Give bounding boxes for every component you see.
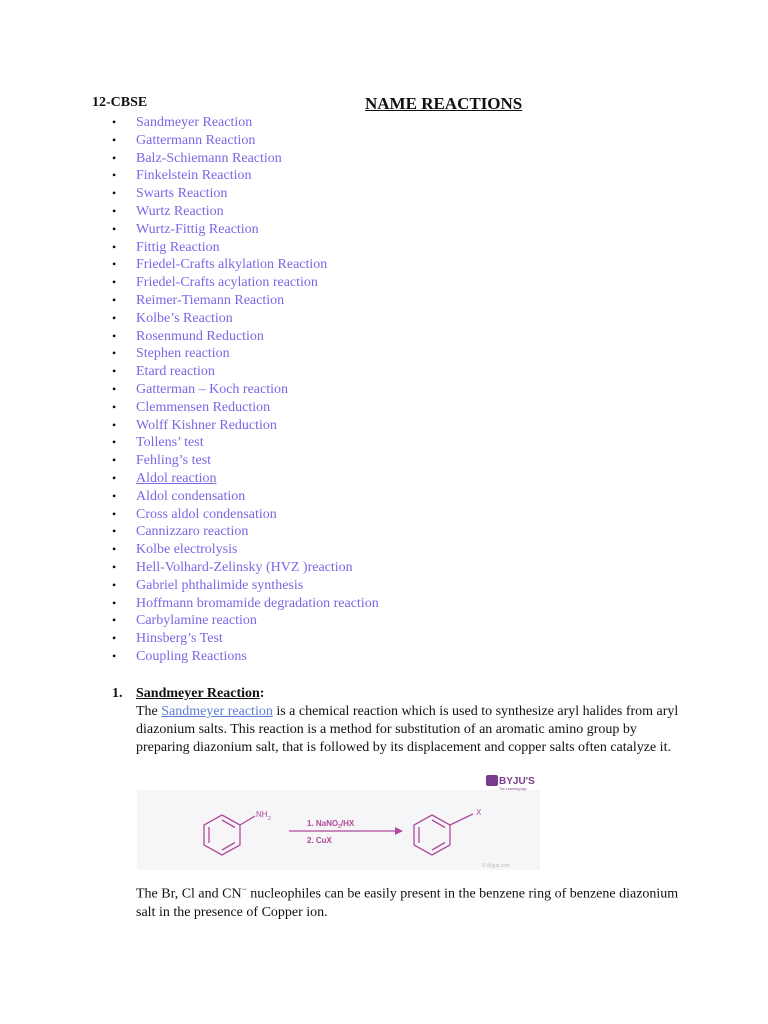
toc-item xyxy=(112,132,379,150)
toc-link[interactable]: Sandmeyer Reaction xyxy=(136,115,253,130)
toc-link[interactable]: Aldol condensation xyxy=(136,488,246,504)
toc-item xyxy=(112,523,379,541)
para-rest: is a chemical reaction which is used to synthesize aryl halides from aryl diazonium salts. This reaction is a method for substitution of an aromatic amino group by preparing diazonium salt, that is followed by its displacement and copper salts often catalyze it. xyxy=(136,704,679,755)
toc-item xyxy=(112,345,379,363)
toc-link[interactable]: Gabriel phthalimide synthesis xyxy=(136,577,304,593)
toc-item xyxy=(112,185,379,203)
grade-label: 12-CBSE xyxy=(92,95,148,110)
para2-start: The Br, Cl and CN xyxy=(136,886,242,902)
toc-item xyxy=(112,452,379,470)
toc-item xyxy=(112,648,379,666)
toc-item xyxy=(112,399,379,417)
section-colon: : xyxy=(259,686,265,701)
toc-link[interactable]: Balz-Schiemann Reaction xyxy=(136,150,282,166)
section-heading xyxy=(112,686,692,702)
toc-link[interactable]: Kolbe electrolysis xyxy=(136,542,238,558)
section-sandmeyer xyxy=(112,686,692,757)
toc-item xyxy=(112,559,379,577)
reagent-step-2: 2. CuX xyxy=(307,836,332,845)
toc-link[interactable]: Hell-Volhard-Zelinsky (HVZ )reaction xyxy=(136,559,353,575)
toc-link[interactable]: Rosenmund Reduction xyxy=(136,328,264,344)
para2-superscript: − xyxy=(241,884,247,894)
watermark: © Byjus.com xyxy=(482,863,511,869)
toc-link[interactable]: Friedel-Crafts acylation reaction xyxy=(136,275,318,291)
diagram-background xyxy=(137,790,540,870)
toc-item xyxy=(112,630,379,648)
toc-link[interactable]: Swarts Reaction xyxy=(136,186,228,202)
toc-link[interactable]: Clemmensen Reduction xyxy=(136,399,271,415)
toc-item xyxy=(112,239,379,257)
toc-link[interactable]: Fittig Reaction xyxy=(136,239,220,255)
reactant-group-subscript: 2 xyxy=(268,816,271,822)
sandmeyer-reaction-link[interactable]: Sandmeyer reaction xyxy=(161,704,273,719)
toc-link[interactable]: Cannizzaro reaction xyxy=(136,524,249,540)
page-title: NAME REACTIONS xyxy=(365,94,523,113)
toc-item xyxy=(112,150,379,168)
toc-link[interactable]: Reimer-Tiemann Reaction xyxy=(136,292,285,308)
toc-item xyxy=(112,363,379,381)
reaction-index-list xyxy=(112,114,379,666)
toc-link[interactable]: Cross aldol condensation xyxy=(136,506,277,522)
toc-link[interactable]: Aldol reaction xyxy=(136,470,217,486)
toc-link[interactable]: Kolbe’s Reaction xyxy=(136,310,233,326)
toc-item xyxy=(112,381,379,399)
byjus-logo xyxy=(486,775,535,791)
toc-item xyxy=(112,328,379,346)
toc-link[interactable]: Hoffmann bromamide degradation reaction xyxy=(136,595,379,611)
toc-item xyxy=(112,114,379,132)
reactant-group-label: NH xyxy=(256,810,268,819)
toc-link[interactable]: Etard reaction xyxy=(136,364,215,380)
toc-link[interactable]: Gattermann Reaction xyxy=(136,132,256,148)
toc-item xyxy=(112,167,379,185)
toc-link[interactable]: Coupling Reactions xyxy=(136,648,247,664)
toc-item xyxy=(112,417,379,435)
toc-item xyxy=(112,221,379,239)
reagent-step-1: 1. NaNO$_2$/HX xyxy=(307,819,355,830)
toc-item xyxy=(112,595,379,613)
section-title: Sandmeyer Reaction xyxy=(136,686,260,701)
toc-item xyxy=(112,292,379,310)
toc-link[interactable]: Wolff Kishner Reduction xyxy=(136,417,277,433)
toc-link[interactable]: Gatterman – Koch reaction xyxy=(136,381,288,397)
toc-link[interactable]: Hinsberg’s Test xyxy=(136,631,223,647)
svg-text:The Learning App: The Learning App xyxy=(499,787,527,791)
toc-item xyxy=(112,310,379,328)
section-paragraph xyxy=(136,703,692,757)
toc-item xyxy=(112,541,379,559)
toc-item xyxy=(112,506,379,524)
toc-link[interactable]: Fehling’s test xyxy=(136,453,212,469)
section-paragraph-2 xyxy=(136,880,696,922)
toc-link[interactable]: Wurtz Reaction xyxy=(136,203,224,219)
toc-link[interactable]: Tollens’ test xyxy=(136,435,204,451)
section-number: 1. xyxy=(112,686,123,701)
toc-item xyxy=(112,577,379,595)
toc-item xyxy=(112,612,379,630)
toc-link[interactable]: Carbylamine reaction xyxy=(136,613,257,629)
toc-item xyxy=(112,434,379,452)
svg-text:BYJU'S: BYJU'S xyxy=(499,776,535,787)
para-start: The xyxy=(136,704,162,719)
toc-item xyxy=(112,274,379,292)
product-group-label: X xyxy=(476,808,482,817)
toc-item xyxy=(112,488,379,506)
toc-link[interactable]: Stephen reaction xyxy=(136,346,230,362)
toc-item xyxy=(112,470,379,488)
toc-link[interactable]: Finkelstein Reaction xyxy=(136,168,252,184)
toc-link[interactable]: Wurtz-Fittig Reaction xyxy=(136,221,259,237)
toc-item xyxy=(112,203,379,221)
para2-rest: nucleophiles can be easily present in the benzene ring of benzene diazonium salt in the presence of Copper ion. xyxy=(136,886,679,920)
sandmeyer-reaction-diagram xyxy=(137,772,540,870)
toc-link[interactable]: Friedel-Crafts alkylation Reaction xyxy=(136,257,328,273)
toc-item xyxy=(112,256,379,274)
